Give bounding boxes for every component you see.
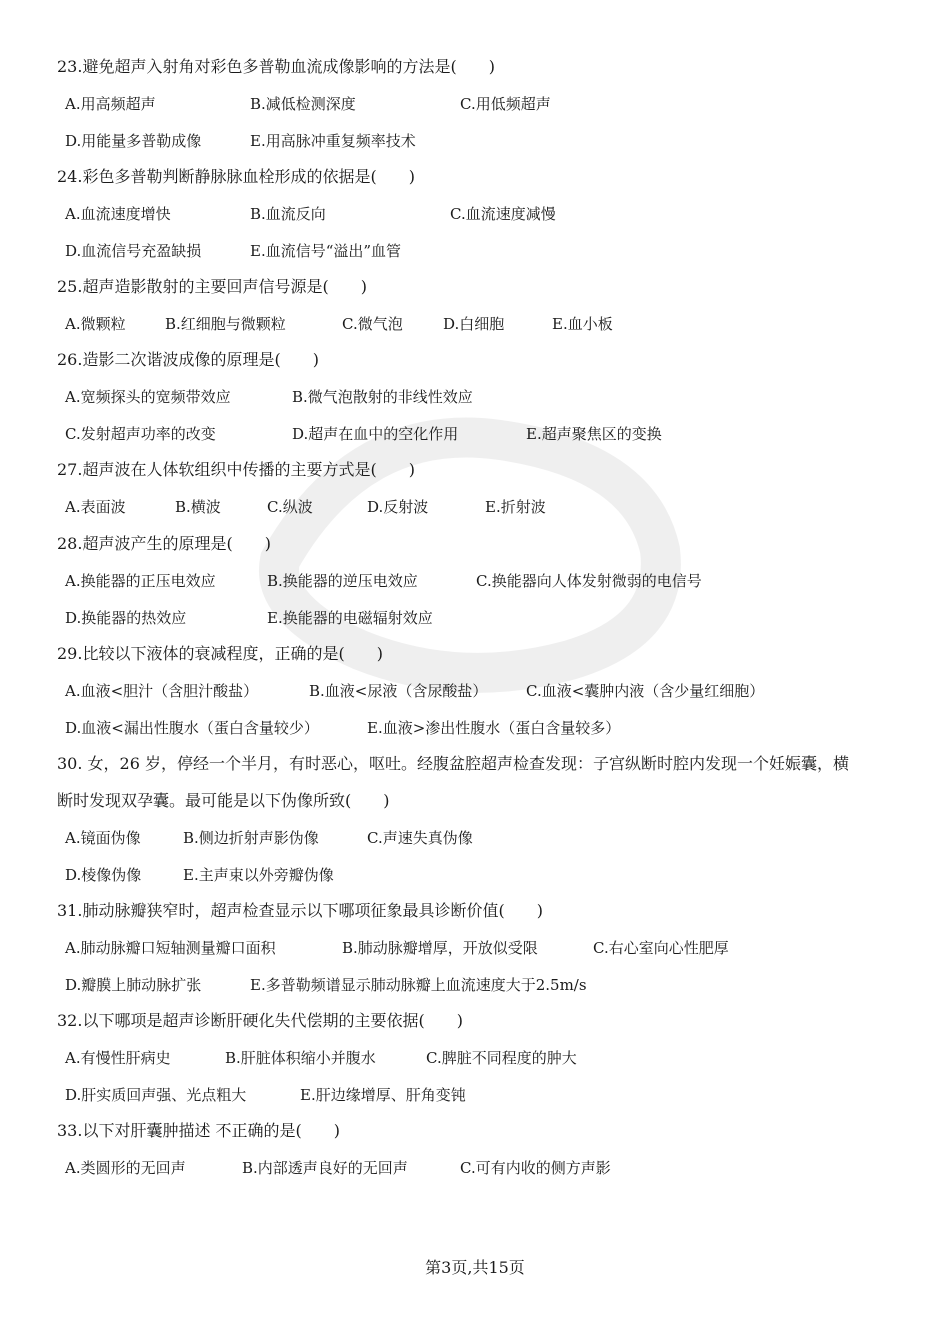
option-e: E.血液>渗出性腹水（蛋白含量较多）: [367, 719, 621, 737]
option-a: A.用高频超声: [65, 95, 156, 113]
option-e: E.用高脉冲重复频率技术: [250, 132, 416, 150]
option-a: A.有慢性肝病史: [65, 1049, 171, 1067]
option-d: D.血流信号充盈缺损: [65, 242, 202, 260]
option-d: D.血液<漏出性腹水（蛋白含量较少）: [65, 719, 319, 737]
option-b: B.侧边折射声影伪像: [183, 829, 319, 847]
question-29-stem: 29.比较以下液体的衰减程度，正确的是( ): [57, 644, 383, 663]
option-d: D.用能量多普勒成像: [65, 132, 202, 150]
option-a: A.血流速度增快: [65, 205, 171, 223]
page-number: 第3页,共15页: [425, 1258, 525, 1277]
option-b: B.减低检测深度: [250, 95, 356, 113]
question-24-options-row-2: [0, 236, 950, 266]
option-c: C.血液<囊肿内液（含少量红细胞）: [526, 682, 765, 700]
question-24-stem: 24.彩色多普勒判断静脉脉血栓形成的依据是( ): [57, 167, 415, 186]
option-d: D.白细胞: [443, 315, 505, 333]
option-e: E.换能器的电磁辐射效应: [267, 609, 433, 627]
option-a: A.肺动脉瓣口短轴测量瓣口面积: [65, 939, 276, 957]
option-d: D.瓣膜上肺动脉扩张: [65, 976, 202, 994]
question-26-options-row-2: [0, 419, 950, 449]
question-31-stem: 31.肺动脉瓣狭窄时，超声检查显示以下哪项征象最具诊断价值( ): [57, 901, 543, 920]
question-30-stem: 30. 女，26 岁，停经一个半月，有时恶心，呕吐。经腹盆腔超声检查发现：子宫纵断时腔内发现一个妊娠囊，横: [57, 754, 849, 773]
question-24-options-row-1: [0, 199, 950, 229]
question-26-stem: 26.造影二次谐波成像的原理是( ): [57, 350, 319, 369]
option-c: C.血流速度减慢: [450, 205, 556, 223]
question-28-options-row-1: [0, 566, 950, 596]
option-a: A.镜面伪像: [65, 829, 141, 847]
question-23-options-row-2: [0, 126, 950, 156]
option-c: C.换能器向人体发射微弱的电信号: [476, 572, 702, 590]
question-28-options-row-2: [0, 603, 950, 633]
option-c: C.微气泡: [342, 315, 403, 333]
option-e: E.肝边缘增厚、肝角变钝: [300, 1086, 466, 1104]
option-b: B.换能器的逆压电效应: [267, 572, 418, 590]
option-b: B.肝脏体积缩小并腹水: [225, 1049, 376, 1067]
option-c: C.右心室向心性肥厚: [593, 939, 729, 957]
option-b: B.内部透声良好的无回声: [242, 1159, 408, 1177]
question-23-stem: 23.避免超声入射角对彩色多普勒血流成像影响的方法是( ): [57, 57, 495, 76]
option-a: A.类圆形的无回声: [65, 1159, 186, 1177]
option-e: E.多普勒频谱显示肺动脉瓣上血流速度大于2.5m/s: [250, 976, 587, 994]
question-27-stem: 27.超声波在人体软组织中传播的主要方式是( ): [57, 460, 415, 479]
option-c: C.发射超声功率的改变: [65, 425, 216, 443]
question-32-options-row-1: [0, 1043, 950, 1073]
option-c: C.脾脏不同程度的肿大: [426, 1049, 577, 1067]
question-31-options-row-2: [0, 970, 950, 1000]
question-29-options-row-2: [0, 713, 950, 743]
option-a: A.血液<胆汁（含胆汁酸盐）: [65, 682, 259, 700]
option-d: D.超声在血中的空化作用: [292, 425, 459, 443]
question-28-stem: 28.超声波产生的原理是( ): [57, 534, 271, 553]
question-31-options-row-1: [0, 933, 950, 963]
question-25-stem: 25.超声造影散射的主要回声信号源是( ): [57, 277, 367, 296]
question-30-stem-continued: 断时发现双孕囊。最可能是以下伪像所致( ): [57, 791, 390, 810]
option-a: A.微颗粒: [65, 315, 126, 333]
question-26-options-row-1: [0, 382, 950, 412]
option-a: A.宽频探头的宽频带效应: [65, 388, 231, 406]
option-e: E.血小板: [552, 315, 613, 333]
option-e: E.超声聚焦区的变换: [526, 425, 662, 443]
question-25-options-row-1: [0, 309, 950, 339]
question-32-options-row-2: [0, 1080, 950, 1110]
option-d: D.棱像伪像: [65, 866, 142, 884]
option-b: B.微气泡散射的非线性效应: [292, 388, 473, 406]
option-d: D.肝实质回声强、光点粗大: [65, 1086, 247, 1104]
question-29-options-row-1: [0, 676, 950, 706]
option-e: E.主声束以外旁瓣伪像: [183, 866, 334, 884]
option-b: B.红细胞与微颗粒: [165, 315, 286, 333]
question-33-options-row-1: [0, 1153, 950, 1183]
question-27-options-row-1: [0, 492, 950, 522]
option-b: B.横波: [175, 498, 221, 516]
question-23-options-row-1: [0, 89, 950, 119]
question-30-options-row-1: [0, 823, 950, 853]
option-e: E.血流信号“溢出”血管: [250, 242, 402, 260]
option-e: E.折射波: [485, 498, 546, 516]
option-c: C.可有内收的侧方声影: [460, 1159, 611, 1177]
question-30-options-row-2: [0, 860, 950, 890]
option-c: C.声速失真伪像: [367, 829, 473, 847]
option-b: B.肺动脉瓣增厚，开放似受限: [342, 939, 538, 957]
question-33-stem: 33.以下对肝囊肿描述 不正确的是( ): [57, 1121, 341, 1140]
option-c: C.纵波: [267, 498, 313, 516]
option-a: A.换能器的正压电效应: [65, 572, 216, 590]
option-d: D.换能器的热效应: [65, 609, 187, 627]
option-c: C.用低频超声: [460, 95, 551, 113]
option-b: B.血流反向: [250, 205, 326, 223]
option-b: B.血液<尿液（含尿酸盐）: [309, 682, 488, 700]
question-32-stem: 32.以下哪项是超声诊断肝硬化失代偿期的主要依据( ): [57, 1011, 463, 1030]
option-d: D.反射波: [367, 498, 429, 516]
option-a: A.表面波: [65, 498, 126, 516]
